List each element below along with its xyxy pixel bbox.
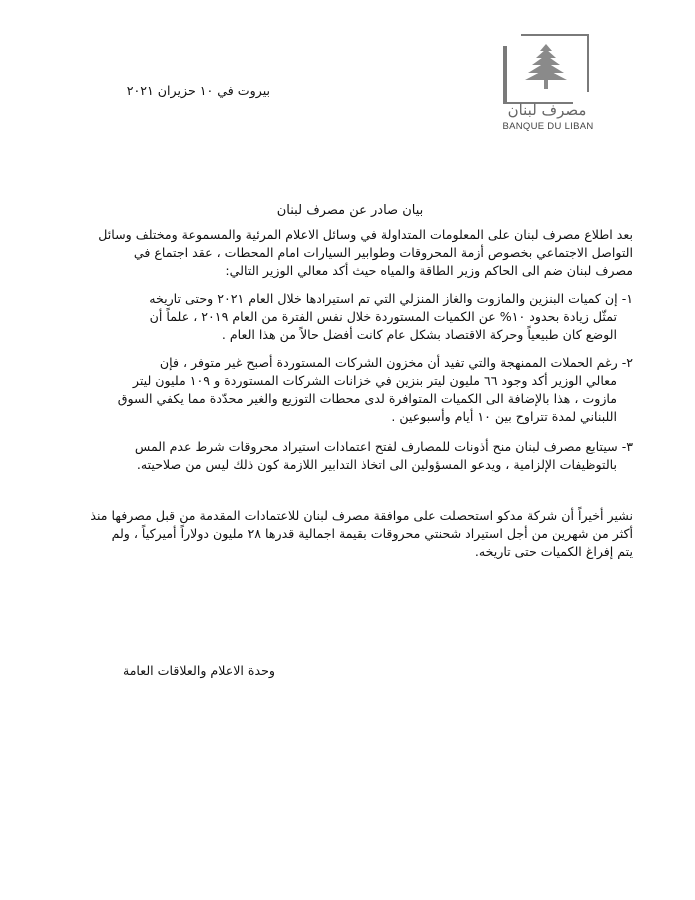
point-number: ١-: [621, 291, 633, 306]
point-3: [93, 438, 633, 474]
closing-line: يتم إفراغ الكميات حتى تاريخه.: [474, 544, 633, 559]
document-date: بيروت في ١٠ حزيران ٢٠٢١: [126, 83, 270, 98]
logo-french-text: BANQUE DU LIBAN: [502, 121, 594, 132]
point-line: تمثّل زيادة بحدود ١٠% عن الكميات المستوردة خلال نفس الفترة من العام ٢٠١٩ ، علماً أن: [149, 309, 617, 324]
point-line: إن كميات البنزين والمازوت والغاز المنزلي التي تم استيرادها خلال العام ٢٠٢١ وحتى تاريخه: [149, 291, 618, 306]
intro-line: مصرف لبنان ضم الى الحاكم وزير الطاقة والمياه حيث أكد معالي الوزير التالي:: [225, 263, 633, 278]
point-line: اللبناني لمدة تتراوح بين ١٠ أيام وأسبوعين .: [391, 409, 617, 424]
point-line: معالي الوزير أكد وجود ٦٦ مليون ليتر بنزين في خزانات الشركات المستوردة و ١٠٩ مليون ليتر: [132, 373, 617, 388]
point-2: [93, 354, 633, 426]
point-line: رغم الحملات الممنهجة والتي تفيد أن مخزون الشركات المستوردة أصبح غير متوفر ، فإن: [159, 355, 618, 370]
logo-arabic-text: مصرف لبنان: [507, 101, 587, 119]
intro-line: التواصل الاجتماعي بخصوص أزمة المحروقات وطوابير السيارات امام المحطات ، عقد اجتماع في: [133, 245, 633, 260]
intro-line: بعد اطلاع مصرف لبنان على المعلومات المتداولة في وسائل الاعلام المرئية والمسموعة ومختلف وسائل: [98, 227, 633, 242]
statement-title: بيان صادر عن مصرف لبنان: [276, 203, 424, 218]
point-1: [100, 290, 633, 344]
point-number: ٣-: [621, 439, 633, 454]
point-number: ٢-: [621, 355, 633, 370]
intro-paragraph: [85, 226, 633, 280]
point-line: سيتابع مصرف لبنان منح أذونات للمصارف لفتح اعتمادات استيراد محروقات شرط عدم المس: [134, 439, 618, 454]
point-line: الوضع كان طبيعياً وحركة الاقتصاد بشكل عام كانت أفضل حالاً من هذا العام .: [221, 327, 617, 342]
closing-line: نشير أخيراً أن شركة مدكو استحصلت على موافقة مصرف لبنان للاعتمادات المقدمة من قبل مصرفها منذ: [90, 508, 633, 523]
signature-unit: وحدة الاعلام والعلاقات العامة: [122, 663, 275, 678]
point-line: بالتوظيفات الإلزامية ، ويدعو المسؤولين الى اتخاذ التدابير اللازمة كون ذلك ليس من صلاحيته.: [136, 457, 617, 472]
closing-line: أكثر من شهرين من أجل استيراد شحنتي محروقات بقيمة اجمالية قدرها ٢٨ مليون دولاراً أميركياً ، ولم: [111, 526, 633, 541]
banque-du-liban-logo: [503, 34, 589, 150]
cedar-emblem-icon: [503, 34, 589, 104]
closing-paragraph: [85, 507, 633, 561]
point-line: مازوت ، هذا بالإضافة الى الكميات المتوافرة لدى محطات التوزيع والغير محدّدة مما يكفي السوق: [117, 391, 617, 406]
